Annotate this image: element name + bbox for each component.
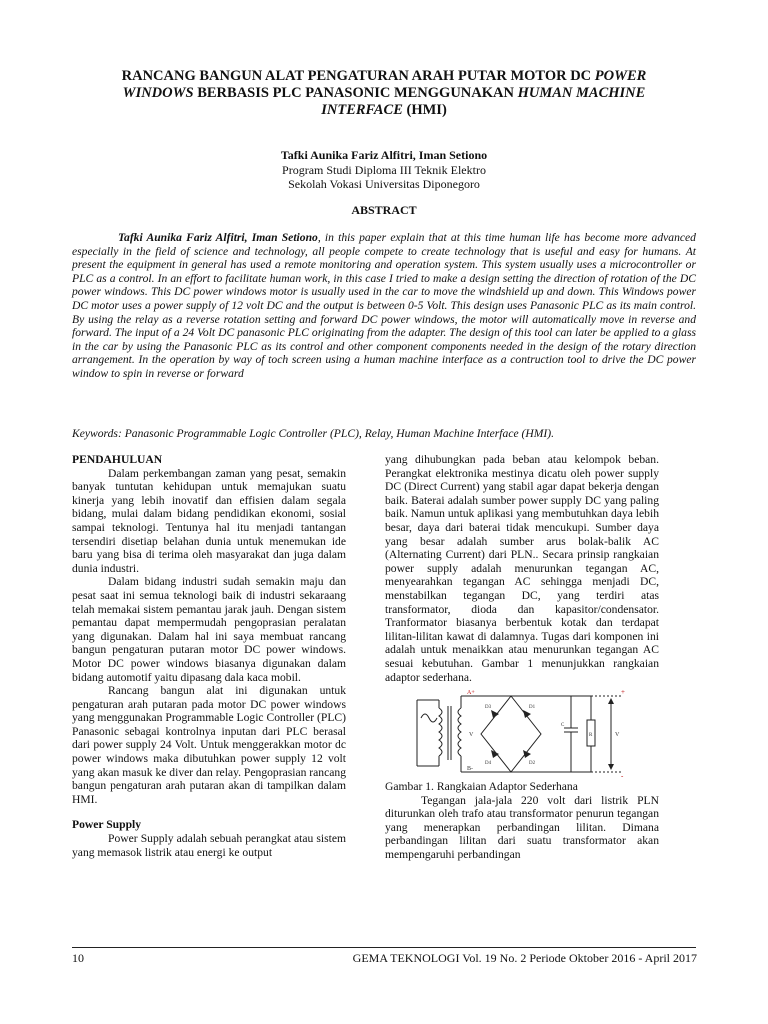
paragraph: Power Supply adalah sebuah perangkat atau sistem yang memasok listrik atau energi ke output	[72, 832, 346, 859]
circuit-diagram	[411, 688, 631, 780]
title-line1-a: RANCANG BANGUN ALAT PENGATURAN ARAH PUTAR MOTOR DC	[121, 68, 595, 84]
paragraph: Rancang bangun alat ini digunakan untuk pengaturan arah putaran pada motor DC power windows yang menggunakan Programmable Logic Controller (PLC) Panasonic sebagai kontrolnya inputan dari PLC berasal dari power supply 24 Volt. Untuk menggerakkan motor dc power windows maka dibutuhkan power supply 12 volt yang akan masuk ke diver dan relay. Pengoprasian rancang bangun pengaturan arah putaran akan di tampilkan dalam HMI.	[72, 684, 346, 806]
section-heading-power-supply: Power Supply	[72, 818, 142, 832]
title-line1-b: POWER	[594, 68, 647, 84]
journal-info: GEMA TEKNOLOGI Vol. 19 No. 2 Periode Oktober 2016 - April 2017	[352, 951, 697, 965]
label-a-plus: A+	[467, 690, 475, 697]
title-line2-a: WINDOWS	[122, 85, 194, 101]
title-line3-b: (HMI)	[402, 102, 447, 118]
label-minus: -	[621, 772, 624, 781]
label-d1: D1	[529, 705, 536, 711]
label-d3: D3	[485, 705, 492, 711]
abstract-text	[72, 231, 696, 381]
paragraph: Tegangan jala-jala 220 volt dari listrik PLN diturunkan oleh trafo atau transformator penurun tegangan yang menerapkan perbandingan lilitan. Dimana perbandingan lilitan dari suatu transformator akan mempengaruhi perbandingan	[385, 793, 659, 862]
page-number: 10	[72, 951, 84, 965]
author-block	[72, 148, 696, 192]
abstract-lead: Tafki Aunika Fariz Alfitri, Iman Setiono	[118, 231, 318, 244]
label-plus: +	[621, 688, 625, 697]
label-v-in: V	[469, 732, 474, 739]
abstract-body: , in this paper explain that at this time human life has become more advanced especially in the field of science and technology, all people compete to create technology that is useful and easy for humans. At present the equipment in general has used a remote monitoring and operation system. This system usually uses a microcontroller or PLC as a control. In an effort to facilitate human work, in this case I tried to make a design setting the direction of rotation of the DC power windows. This DC power windows motor is usually used in the car to move the windshield up and down. This Windows power DC motor uses a power supply of 12 volt DC and the output is between 0-5 Volt. This design uses Panasonic PLC as its main control. By using the relay as a reverse rotation setting and forward DC power windows, the motor will automatically move in reverse and forward. The input of a 24 Volt DC panasonic PLC originating from the adapter. The design of this tool can later be applied to a glass in the car by using the Panasonic PLC as its control and other component components needed in the design of the rotary direction arrangement. In the operation by way of toch screen using a human machine interface as a contruction tool to drive the DC power window to spin in reverse or forward	[72, 231, 696, 380]
label-d4: D4	[485, 761, 492, 767]
paragraph: Dalam perkembangan zaman yang pesat, semakin banyak tuntutan kehidupan untuk memajukan suatu kinerja yang lebih inovatif dan effisien dalam segala bidang, mulai dalam bidang pendidikan ekonomi, sosial sampai teknologi. Tentunya hal itu menjadi tantangan tersendiri disetiap belahan dunia untuk menemukan ide baru yang bisa di terima oleh masyarakat dan juga dalam dunia industri.	[72, 466, 346, 575]
affiliation-program: Program Studi Diploma III Teknik Elektro	[282, 162, 486, 177]
section-heading-pendahuluan: PENDAHULUAN	[72, 453, 163, 466]
paper-title	[72, 68, 696, 119]
title-line2-c: HUMAN MACHINE	[517, 85, 646, 101]
paragraph: Dalam bidang industri sudah semakin maju dan pesat saat ini semua teknologi baik di industri sekaraang telah memakai sistem pemantau jarak jauh. Dengan sistem pemantau dapat mempermudah pengoprasian peralatan yang digunakan. Dalam hal ini saya membuat rancang bangun pengaturan putaran motor DC power windows. Motor DC power windows biasanya digunakan dalam bidang automotif yaitu dipasang dala kaca mobil.	[72, 575, 346, 684]
right-column	[385, 453, 659, 862]
left-column	[72, 453, 346, 859]
label-c: C	[561, 723, 565, 729]
figure-caption: Gambar 1. Rangkaian Adaptor Sederhana	[385, 780, 578, 794]
title-line2-b: BERBASIS PLC PANASONIC MENGGUNAKAN	[193, 85, 518, 101]
label-b-minus: B-	[467, 766, 473, 773]
label-v-out: V	[615, 732, 620, 739]
label-d2: D2	[529, 761, 536, 767]
affiliation-school: Sekolah Vokasi Universitas Diponegoro	[288, 177, 480, 191]
footer-rule	[72, 947, 696, 948]
title-line3-a: INTERFACE	[321, 102, 403, 118]
keywords: Keywords: Panasonic Programmable Logic Controller (PLC), Relay, Human Machine Interface (HMI).	[72, 427, 555, 440]
abstract-heading: ABSTRACT	[351, 203, 417, 217]
paragraph: yang dihubungkan pada beban atau kelompok beban. Perangkat elektronika mestinya dicatu oleh power supply DC (Direct Current) yang stabil agar dapat bekerja dengan baik. Baterai adalah sumber power supply DC yang paling baik. Namun untuk aplikasi yang membutuhkan daya lebih besar, daya dari baterai tidak mencukupi. Sumber daya yang besar adalah sumber arus bolak-balik AC (Alternating Current) dari PLN.. Secara prinsip rangkaian power supply adalah menurunkan tegangan AC, menyearahkan tegangan AC sehingga menjadi DC, menstabilkan tegangan DC, yang terdiri atas transformator, dioda dan kapasitor/condensator. Tranformator biasanya berbentuk kotak dan terdapat lilitan-lilitan kawat di dalamnya. Tugas dari komponen ini adalah untuk menaikkan atau menurunkan tegangan AC sesuai kebutuhan. Gambar 1 menunjukkan rangkaian adaptor sederhana.	[385, 453, 659, 684]
figure-adaptor-circuit	[385, 688, 659, 794]
label-r: R	[589, 733, 593, 739]
author-names: Tafki Aunika Fariz Alfitri, Iman Setiono	[280, 148, 488, 162]
